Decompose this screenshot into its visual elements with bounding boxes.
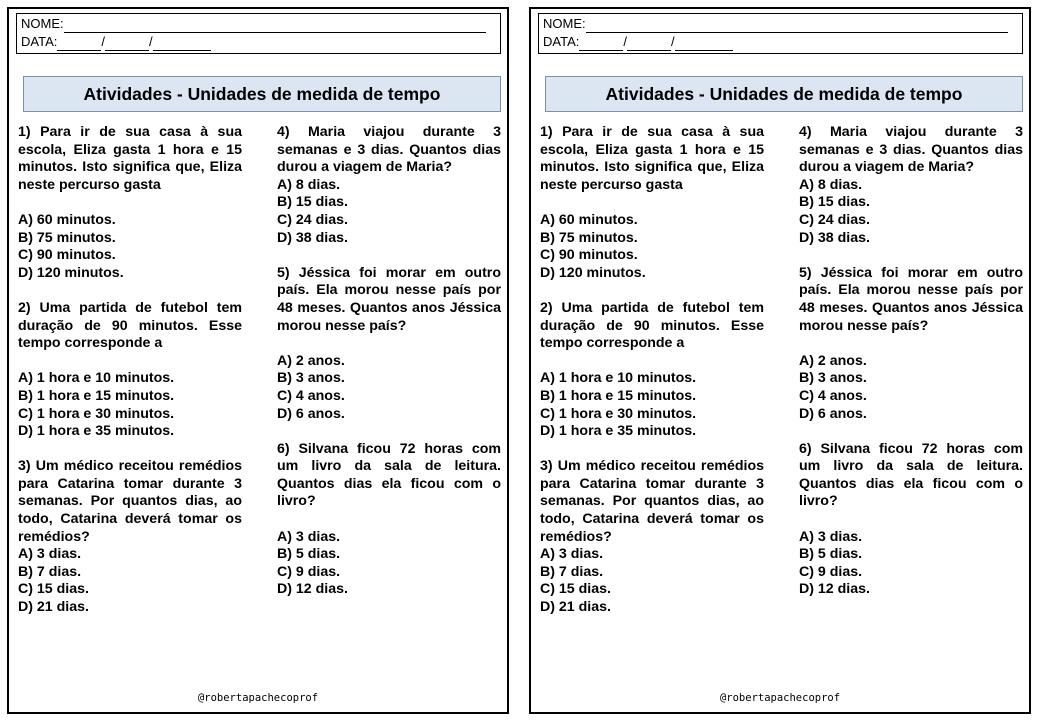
- option-b: B) 75 minutos.: [18, 229, 116, 246]
- option-d: D) 12 dias.: [799, 581, 870, 598]
- name-line: [543, 15, 1018, 33]
- option-d: D) 21 dias.: [540, 599, 611, 616]
- option-d: D) 38 dias.: [799, 229, 870, 246]
- date-line: [21, 33, 496, 51]
- question-3: 3) Um médico receitou remédios para Catarina tomar durante 3 semanas. Por quantos dias, ao todo, Catarina deverá tomar os remédios?: [540, 458, 764, 545]
- question-1: 1) Para ir de sua casa à sua escola, Eliza gasta 1 hora e 15 minutos. Isto significa que, Eliza neste percurso gasta: [540, 124, 764, 193]
- option-a: A) 8 dias.: [799, 176, 863, 193]
- date-separator: /: [670, 34, 675, 49]
- option-a: A) 1 hora e 10 minutos.: [540, 370, 697, 387]
- footer-credit: @robertapachecoprof: [197, 692, 319, 704]
- date-separator: /: [101, 34, 105, 49]
- date-separator: /: [148, 34, 153, 49]
- option-d: D) 12 dias.: [277, 581, 348, 598]
- footer-credit: @robertapachecoprof: [719, 692, 841, 704]
- year-blank: [153, 37, 211, 51]
- date-separator: /: [623, 34, 627, 49]
- option-a: A) 60 minutos.: [18, 211, 116, 228]
- page-title: Atividades - Unidades de medida de tempo: [545, 76, 1023, 112]
- column-left: [540, 124, 764, 617]
- question-6: 6) Silvana ficou 72 horas com um livro da sala de leitura. Quantos dias ela ficou com o livro?: [799, 440, 1023, 510]
- option-a: A) 3 dias.: [277, 528, 341, 545]
- option-c: C) 4 anos.: [799, 387, 867, 404]
- option-a: A) 8 dias.: [277, 176, 341, 193]
- option-c: C) 90 minutos.: [540, 247, 638, 264]
- worksheet-right: [529, 7, 1031, 714]
- question-1: 1) Para ir de sua casa à sua escola, Eliza gasta 1 hora e 15 minutos. Isto significa que, Eliza neste percurso gasta: [18, 124, 242, 193]
- option-a: A) 1 hora e 10 minutos.: [18, 370, 175, 387]
- option-b: B) 5 dias.: [277, 546, 341, 563]
- date-label: DATA:: [21, 34, 58, 49]
- option-b: B) 75 minutos.: [540, 229, 638, 246]
- name-label: NOME:: [21, 16, 64, 31]
- month-blank: [627, 37, 671, 51]
- header-box: [16, 13, 501, 54]
- question-5: 5) Jéssica foi morar em outro país. Ela morou nesse país por 48 meses. Quantos anos Jéssica morou nesse país?: [277, 264, 501, 334]
- name-line: [21, 15, 496, 33]
- option-c: C) 1 hora e 30 minutos.: [540, 405, 697, 422]
- header-box: [538, 13, 1023, 54]
- option-d: D) 1 hora e 35 minutos.: [18, 423, 175, 440]
- column-right: [799, 124, 1023, 599]
- option-c: C) 1 hora e 30 minutos.: [18, 405, 175, 422]
- option-d: D) 21 dias.: [18, 599, 89, 616]
- year-blank: [675, 37, 733, 51]
- question-2: 2) Uma partida de futebol tem duração de 90 minutos. Esse tempo corresponde a: [540, 299, 764, 352]
- name-blank: [64, 19, 486, 33]
- option-c: C) 24 dias.: [277, 211, 348, 228]
- option-a: A) 3 dias.: [799, 528, 863, 545]
- question-2: 2) Uma partida de futebol tem duração de 90 minutos. Esse tempo corresponde a: [18, 299, 242, 352]
- option-c: C) 9 dias.: [799, 563, 863, 580]
- name-label: NOME:: [543, 16, 586, 31]
- option-b: B) 1 hora e 15 minutos.: [540, 387, 697, 404]
- option-b: B) 7 dias.: [540, 563, 604, 580]
- column-left: [18, 124, 242, 617]
- option-b: B) 3 anos.: [277, 370, 345, 387]
- option-c: C) 90 minutos.: [18, 247, 116, 264]
- option-c: C) 24 dias.: [799, 211, 870, 228]
- name-blank: [586, 19, 1008, 33]
- option-b: B) 5 dias.: [799, 546, 863, 563]
- option-b: B) 15 dias.: [799, 194, 870, 211]
- question-4: 4) Maria viajou durante 3 semanas e 3 dias. Quantos dias durou a viagem de Maria?: [799, 124, 1023, 176]
- option-a: A) 2 anos.: [799, 352, 867, 369]
- option-a: A) 2 anos.: [277, 352, 345, 369]
- option-a: A) 3 dias.: [540, 546, 604, 563]
- option-d: D) 6 anos.: [799, 405, 867, 422]
- option-c: C) 15 dias.: [18, 581, 89, 598]
- option-c: C) 15 dias.: [540, 581, 611, 598]
- column-right: [277, 124, 501, 599]
- date-label: DATA:: [543, 34, 580, 49]
- option-b: B) 15 dias.: [277, 194, 348, 211]
- day-blank: [57, 37, 101, 51]
- date-line: [543, 33, 1018, 51]
- question-5: 5) Jéssica foi morar em outro país. Ela morou nesse país por 48 meses. Quantos anos Jéssica morou nesse país?: [799, 264, 1023, 334]
- option-c: C) 4 anos.: [277, 387, 345, 404]
- option-b: B) 3 anos.: [799, 370, 867, 387]
- option-c: C) 9 dias.: [277, 563, 341, 580]
- option-a: A) 3 dias.: [18, 546, 82, 563]
- option-d: D) 1 hora e 35 minutos.: [540, 423, 697, 440]
- question-6: 6) Silvana ficou 72 horas com um livro da sala de leitura. Quantos dias ela ficou com o livro?: [277, 440, 501, 510]
- option-b: B) 7 dias.: [18, 563, 82, 580]
- question-4: 4) Maria viajou durante 3 semanas e 3 dias. Quantos dias durou a viagem de Maria?: [277, 124, 501, 176]
- month-blank: [105, 37, 149, 51]
- option-d: D) 120 minutos.: [540, 264, 646, 281]
- option-d: D) 6 anos.: [277, 405, 345, 422]
- day-blank: [579, 37, 623, 51]
- option-d: D) 120 minutos.: [18, 264, 124, 281]
- page-title: Atividades - Unidades de medida de tempo: [23, 76, 501, 112]
- option-d: D) 38 dias.: [277, 229, 348, 246]
- option-b: B) 1 hora e 15 minutos.: [18, 387, 175, 404]
- question-3: 3) Um médico receitou remédios para Catarina tomar durante 3 semanas. Por quantos dias, ao todo, Catarina deverá tomar os remédios?: [18, 458, 242, 545]
- option-a: A) 60 minutos.: [540, 211, 638, 228]
- worksheet-left: [7, 7, 509, 714]
